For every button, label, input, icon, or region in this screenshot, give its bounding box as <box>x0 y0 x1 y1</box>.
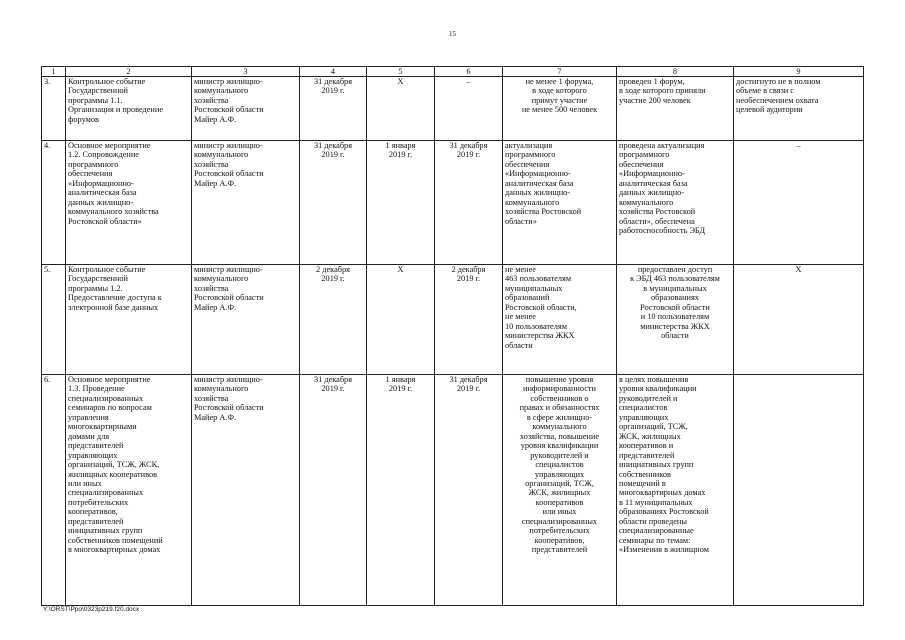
row-number-cell: 6. <box>42 375 66 606</box>
file-path-footer: Y:\ORST\Ppo\0323p219.f20.docx <box>43 606 140 613</box>
actual-start-cell: Х <box>367 265 435 375</box>
table-row <box>42 265 864 375</box>
planned-result-cell: не менее 463 пользователям муниципальных образований Ростовской области, не менее 10 пользователям министерства ЖКХ области <box>503 265 617 375</box>
column-number: 6 <box>435 67 503 77</box>
activity-name-cell: Контрольное событие Государственной программы 1.1. Организация и проведение форумов <box>66 77 192 141</box>
actual-end-cell: – <box>435 77 503 141</box>
actual-end-cell: 31 декабря 2019 г. <box>435 141 503 265</box>
column-number: 3 <box>192 67 300 77</box>
planned-result-cell: повышение уровня информированности собственников о правах и обязанностях в сфере жилищно- коммунального хозяйства, повышение уровня квалификации руководителей и специалистов управляющих организаций, ТСЖ, ЖСК, жилищных кооперативов или иных специализированных потребительских кооперативов, представителей <box>503 375 617 606</box>
row-number-cell: 3. <box>42 77 66 141</box>
column-number: 9 <box>734 67 864 77</box>
actual-result-cell: проведена актуализация программного обеспечения «Информационно- аналитическая база данных жилищно- коммунального хозяйства Ростовской области», обеспечена работоспособность ЭБД <box>617 141 734 265</box>
row-number-cell: 4. <box>42 141 66 265</box>
actual-start-cell: 1 января 2019 г. <box>367 141 435 265</box>
reasons-cell: Х <box>734 265 864 375</box>
actual-start-cell: 1 января 2019 г. <box>367 375 435 606</box>
column-number: 2 <box>66 67 192 77</box>
activity-name-cell: Основное мероприятие 1.3. Проведение специализированных семинаров по вопросам управления многоквартирными домами для представителей управляющих организаций, ТСЖ, ЖСК, жилищных кооперативов или иных специализированных потребительских кооперативов, представителей инициативных групп собственников помещений в многоквартирных домах <box>66 375 192 606</box>
actual-start-cell: Х <box>367 77 435 141</box>
executor-cell: министр жилищно- коммунального хозяйства Ростовской области Майер А.Ф. <box>192 265 300 375</box>
planned-result-cell: актуализация программного обеспечения «Информационно- аналитическая база данных жилищно- коммунального хозяйства Ростовской области» <box>503 141 617 265</box>
actual-end-cell: 2 декабря 2019 г. <box>435 265 503 375</box>
plan-date-cell: 31 декабря 2019 г. <box>300 375 367 606</box>
planned-result-cell: не менее 1 форума, в ходе которого примут участие не менее 500 человек <box>503 77 617 141</box>
column-number: 4 <box>300 67 367 77</box>
column-number: 8 <box>617 67 734 77</box>
table-row <box>42 375 864 606</box>
actual-result-cell: предоставлен доступ к ЭБД 463 пользователям в муниципальных образованиях Ростовской области и 10 пользователям министерства ЖКХ области <box>617 265 734 375</box>
reasons-cell: – <box>734 141 864 265</box>
plan-date-cell: 31 декабря 2019 г. <box>300 77 367 141</box>
reasons-cell <box>734 375 864 606</box>
actual-end-cell: 31 декабря 2019 г. <box>435 375 503 606</box>
column-number-row <box>42 67 864 77</box>
report-table <box>41 66 864 606</box>
executor-cell: министр жилищно- коммунального хозяйства Ростовской области Майер А.Ф. <box>192 77 300 141</box>
executor-cell: министр жилищно- коммунального хозяйства Ростовской области Майер А.Ф. <box>192 375 300 606</box>
plan-date-cell: 31 декабря 2019 г. <box>300 141 367 265</box>
activity-name-cell: Основное мероприятие 1.2. Сопровождение программного обеспечения «Информационно- аналитическая база данных жилищно- коммунального хозяйства Ростовской области» <box>66 141 192 265</box>
row-number-cell: 5. <box>42 265 66 375</box>
column-number: 1 <box>42 67 66 77</box>
page-number: 15 <box>449 30 456 38</box>
table-row <box>42 77 864 141</box>
column-number: 7 <box>503 67 617 77</box>
table-row <box>42 141 864 265</box>
activity-name-cell: Контрольное событие Государственной программы 1.2. Предоставление доступа к электронной базе данных <box>66 265 192 375</box>
plan-date-cell: 2 декабря 2019 г. <box>300 265 367 375</box>
actual-result-cell: проведен 1 форум, в ходе которого приняли участие 200 человек <box>617 77 734 141</box>
reasons-cell: достигнуто не в полном объеме в связи с необеспечением охвата целевой аудитории <box>734 77 864 141</box>
column-number: 5 <box>367 67 435 77</box>
actual-result-cell: в целях повышения уровня квалификации руководителей и специалистов управляющих организаций, ТСЖ, ЖСК, жилищных кооперативов и представителей инициативных групп собственников помещений в многоквартирных домах в 11 муниципальных образованиях Ростовской области проведены специализированные семинары по темам: «Изменения в жилищном <box>617 375 734 606</box>
executor-cell: министр жилищно- коммунального хозяйства Ростовской области Майер А.Ф. <box>192 141 300 265</box>
